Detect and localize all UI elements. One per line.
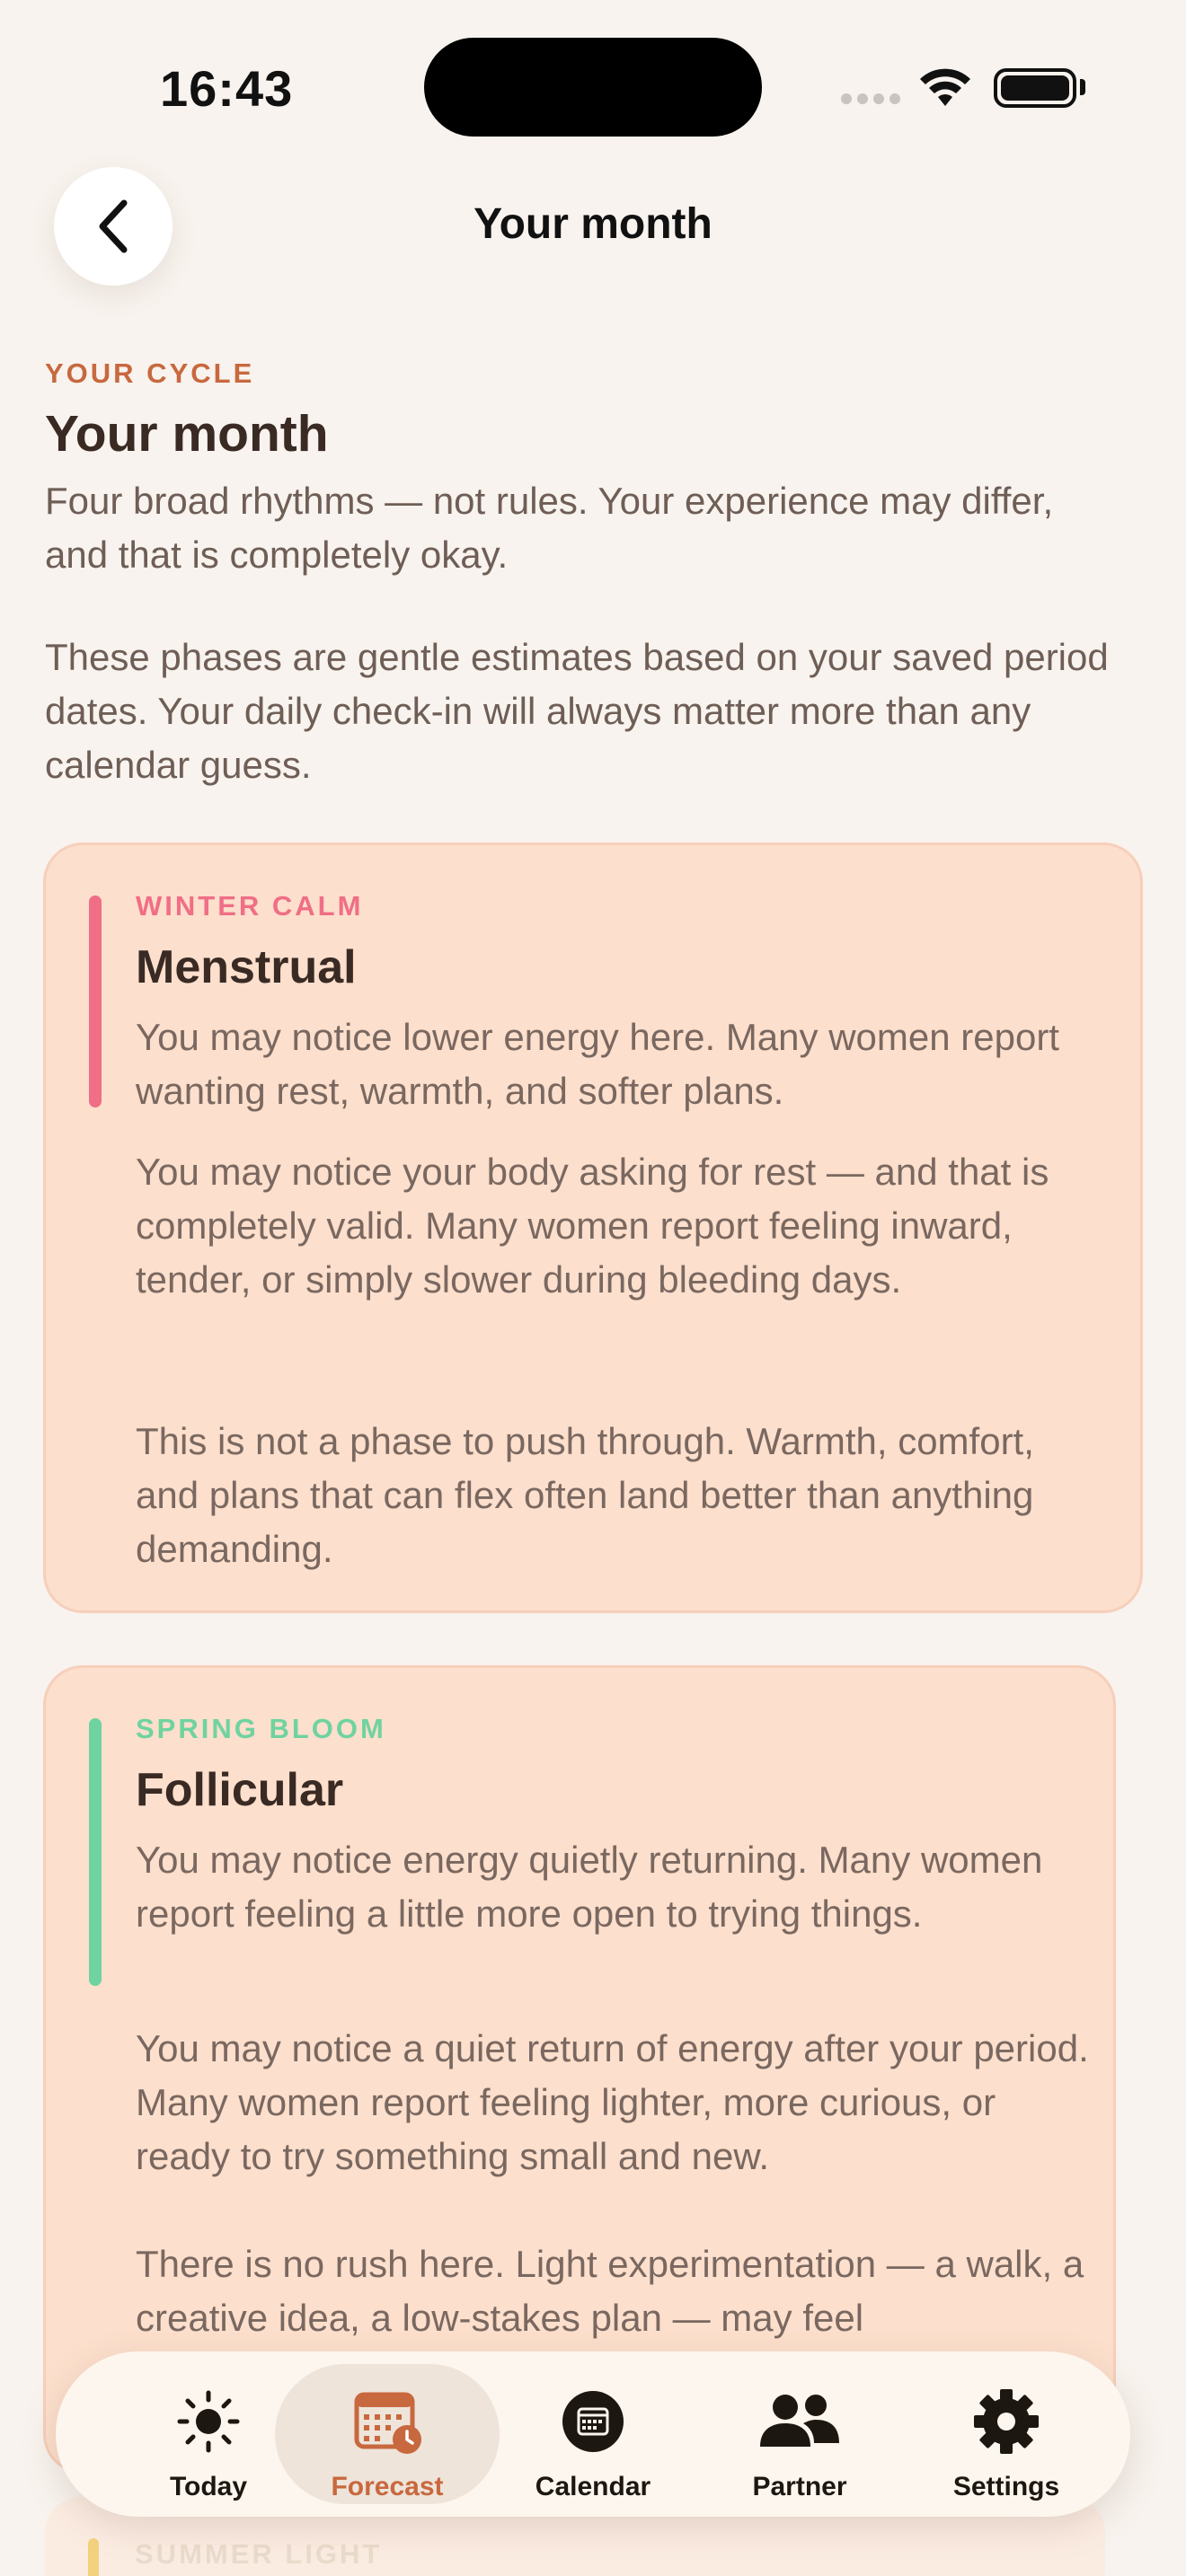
- phase-accent-bar: [89, 895, 102, 1107]
- section-eyebrow: YOUR CYCLE: [45, 357, 255, 389]
- tab-partner[interactable]: [692, 2351, 907, 2517]
- phase-tag: WINTER CALM: [136, 890, 364, 922]
- phase-title: Follicular: [136, 1764, 344, 1816]
- phase-accent-bar: [89, 1718, 102, 1986]
- partner-icon: [757, 2387, 843, 2456]
- cellular-signal-icon: [841, 93, 900, 106]
- phase-summary: You may notice lower energy here. Many women report wanting rest, warmth, and softer plans.: [136, 1016, 1059, 1112]
- page-subtitle: Four broad rhythms — not rules. Your experience may differ, and that is completely okay.: [45, 480, 1054, 576]
- tab-settings[interactable]: [898, 2351, 1114, 2517]
- nav-title: Your month: [474, 200, 712, 248]
- estimate-note: These phases are gentle estimates based on your saved period dates. Your daily check-in will always matter more than any calendar guess.: [45, 636, 1109, 786]
- battery-tip: [1080, 79, 1085, 95]
- page-title: Your month: [45, 405, 329, 463]
- status-bar: [0, 0, 1186, 171]
- phase-tag: SUMMER LIGHT: [135, 2538, 383, 2570]
- phase-body: You may notice your body asking for rest — and that is completely valid. Many women report feeling inward, tender, or simply slower during bleeding days.: [136, 1151, 1049, 1301]
- phase-body: There is no rush here. Light experimentation — a walk, a creative idea, a low-stakes plan — may feel: [136, 2243, 1084, 2339]
- phase-card-menstrual: [43, 842, 1143, 1613]
- phase-accent-bar: [88, 2538, 99, 2576]
- forecast-calendar-icon: [350, 2387, 425, 2456]
- status-time: 16:43: [160, 60, 294, 117]
- tab-label: Today: [169, 2472, 248, 2501]
- bottom-tab-bar: [56, 2351, 1130, 2517]
- tab-label: Partner: [752, 2472, 847, 2501]
- tab-calendar[interactable]: [485, 2351, 701, 2517]
- battery-icon: [994, 68, 1076, 108]
- tab-forecast[interactable]: [268, 2351, 507, 2517]
- dynamic-island: [424, 38, 762, 137]
- phase-body: This is not a phase to push through. Warmth, comfort, and plans that can flex often land better than anything demanding.: [136, 1420, 1034, 1570]
- tab-label: Calendar: [535, 2472, 651, 2501]
- gear-icon: [969, 2387, 1044, 2456]
- tab-label: Settings: [952, 2472, 1060, 2501]
- tab-label: Forecast: [331, 2472, 444, 2501]
- calendar-icon: [555, 2387, 631, 2456]
- sun-icon: [171, 2387, 246, 2456]
- phase-summary: You may notice energy quietly returning. Many women report feeling a little more open to trying things.: [136, 1839, 1043, 1935]
- phase-tag: SPRING BLOOM: [136, 1713, 386, 1744]
- phase-body: You may notice a quiet return of energy after your period. Many women report feeling lighter, more curious, or ready to try something small and new.: [136, 2027, 1089, 2177]
- wifi-icon: [918, 65, 972, 108]
- phase-title: Menstrual: [136, 941, 357, 993]
